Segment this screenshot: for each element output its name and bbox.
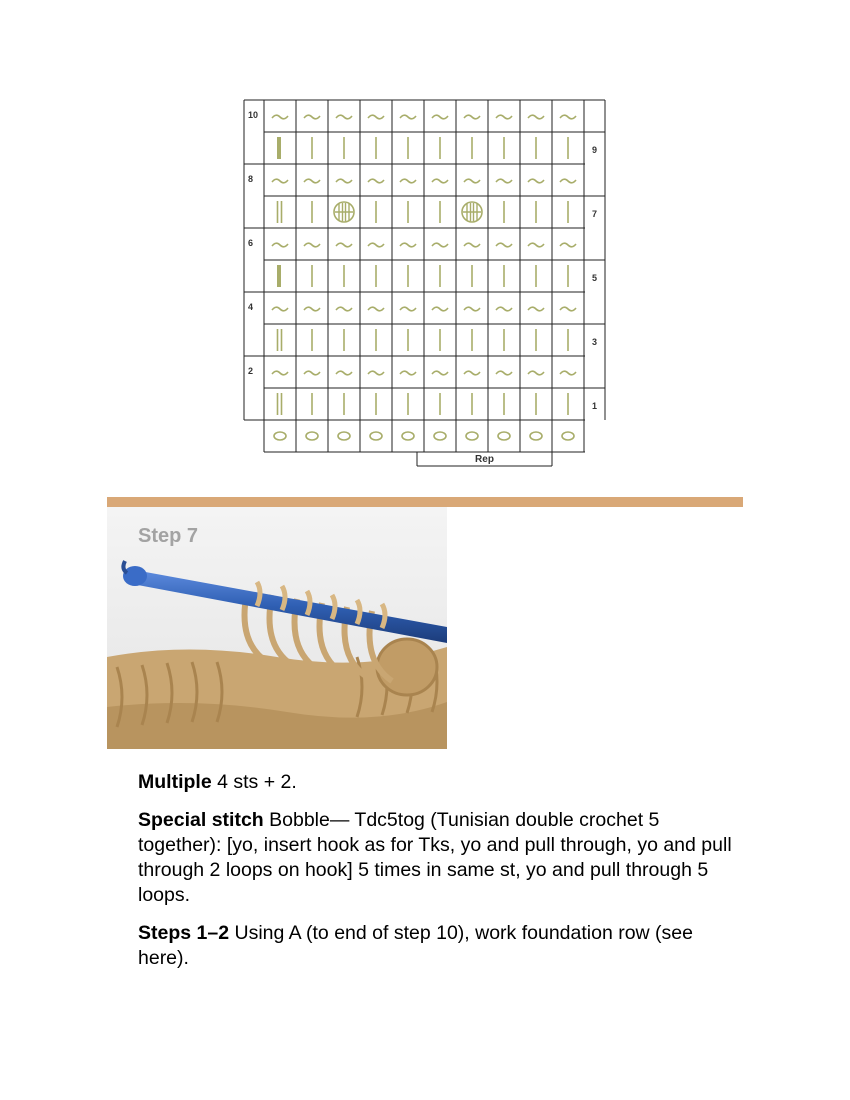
return-pass-symbol — [400, 307, 416, 311]
return-pass-symbol — [528, 243, 544, 247]
return-pass-symbol — [304, 371, 320, 375]
return-pass-symbol — [400, 179, 416, 183]
return-pass-symbol — [432, 307, 448, 311]
return-pass-symbol — [336, 115, 352, 119]
row-number-right: 1 — [592, 401, 598, 411]
chain-symbol — [370, 432, 382, 440]
return-pass-symbol — [560, 371, 576, 375]
steps-label: Steps 1–2 — [138, 922, 230, 944]
return-pass-symbol — [304, 307, 320, 311]
return-pass-symbol — [336, 307, 352, 311]
multiple-text: 4 sts + 2. — [211, 771, 297, 793]
chain-symbol — [498, 432, 510, 440]
return-pass-symbol — [336, 371, 352, 375]
steps-text: Using A (to end of step 10), work foundation row (see here). — [138, 922, 693, 969]
return-pass-symbol — [368, 371, 384, 375]
return-pass-symbol — [272, 179, 288, 183]
row-number-right: 9 — [592, 145, 598, 155]
special-stitch-paragraph — [138, 808, 748, 908]
return-pass-symbol — [400, 371, 416, 375]
stitch-chart-svg — [0, 0, 850, 480]
divider-bar — [107, 497, 743, 507]
special-stitch-text: Bobble— Tdc5tog (Tunisian double crochet 5 together): [yo, insert hook as for Tks, yo and pull through, yo and pull through 2 loops on hook] 5 times in same st, yo and pull through 5 loops. — [138, 809, 732, 906]
return-pass-symbol — [400, 115, 416, 119]
return-pass-symbol — [560, 307, 576, 311]
step-photo — [107, 507, 447, 749]
return-pass-symbol — [464, 179, 480, 183]
return-pass-symbol — [496, 307, 512, 311]
row-number-left: 2 — [248, 366, 254, 376]
photo-caption: Step 7 — [138, 525, 199, 547]
return-pass-symbol — [432, 179, 448, 183]
row-number-left: 4 — [248, 302, 254, 312]
chain-symbol — [402, 432, 414, 440]
steps-paragraph — [138, 921, 748, 971]
chain-symbol — [274, 432, 286, 440]
return-pass-symbol — [368, 307, 384, 311]
chain-symbol — [338, 432, 350, 440]
return-pass-symbol — [272, 243, 288, 247]
return-pass-symbol — [368, 243, 384, 247]
return-pass-symbol — [496, 243, 512, 247]
return-pass-symbol — [368, 179, 384, 183]
row-number-left: 8 — [248, 174, 254, 184]
multiple-label: Multiple — [138, 771, 212, 793]
return-pass-symbol — [464, 307, 480, 311]
row-number-right: 5 — [592, 273, 598, 283]
return-pass-symbol — [464, 371, 480, 375]
return-pass-symbol — [336, 179, 352, 183]
row-number-right: 3 — [592, 337, 598, 347]
return-pass-symbol — [368, 115, 384, 119]
row-number-left: 6 — [248, 238, 254, 248]
return-pass-symbol — [464, 243, 480, 247]
return-pass-symbol — [272, 115, 288, 119]
chain-symbol — [306, 432, 318, 440]
return-pass-symbol — [496, 115, 512, 119]
multiple-paragraph — [138, 770, 748, 795]
return-pass-symbol — [272, 307, 288, 311]
rep-label: Rep — [475, 454, 494, 465]
return-pass-symbol — [304, 115, 320, 119]
return-pass-symbol — [528, 307, 544, 311]
return-pass-symbol — [528, 179, 544, 183]
row-number-left: 10 — [248, 110, 259, 120]
pattern-instructions — [138, 770, 748, 984]
return-pass-symbol — [528, 115, 544, 119]
chain-symbol — [434, 432, 446, 440]
return-pass-symbol — [400, 243, 416, 247]
chain-symbol — [530, 432, 542, 440]
return-pass-symbol — [560, 179, 576, 183]
return-pass-symbol — [304, 179, 320, 183]
return-pass-symbol — [560, 115, 576, 119]
return-pass-symbol — [336, 243, 352, 247]
stitch-chart — [0, 0, 850, 480]
return-pass-symbol — [304, 243, 320, 247]
return-pass-symbol — [528, 371, 544, 375]
return-pass-symbol — [560, 243, 576, 247]
return-pass-symbol — [496, 371, 512, 375]
bobble-symbol — [462, 202, 482, 222]
bobble-symbol — [334, 202, 354, 222]
special-stitch-label: Special stitch — [138, 809, 264, 831]
chain-symbol — [466, 432, 478, 440]
chain-symbol — [562, 432, 574, 440]
return-pass-symbol — [272, 371, 288, 375]
return-pass-symbol — [432, 371, 448, 375]
row-number-right: 7 — [592, 209, 598, 219]
return-pass-symbol — [496, 179, 512, 183]
return-pass-symbol — [432, 243, 448, 247]
return-pass-symbol — [464, 115, 480, 119]
return-pass-symbol — [432, 115, 448, 119]
